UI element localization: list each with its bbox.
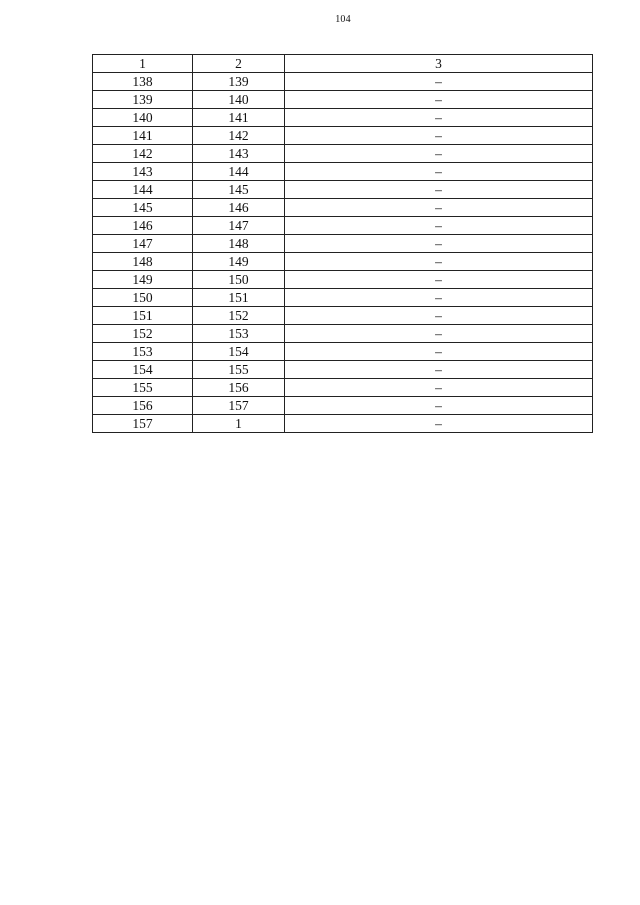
table-cell: 140	[193, 91, 285, 109]
table-cell: 145	[193, 181, 285, 199]
table-cell: –	[285, 271, 593, 289]
table-cell: 149	[193, 253, 285, 271]
table-cell: 157	[193, 397, 285, 415]
table-cell: 153	[93, 343, 193, 361]
table-cell: 146	[193, 199, 285, 217]
table-row	[93, 127, 593, 145]
table-cell: 149	[93, 271, 193, 289]
table-row	[93, 271, 593, 289]
table-cell: –	[285, 199, 593, 217]
table-cell: –	[285, 379, 593, 397]
table-cell: 150	[93, 289, 193, 307]
table-cell: 154	[193, 343, 285, 361]
table-cell: 142	[93, 145, 193, 163]
table-cell: –	[285, 343, 593, 361]
table-cell: –	[285, 145, 593, 163]
table-row	[93, 289, 593, 307]
column-header: 3	[285, 55, 593, 73]
table-cell: 146	[93, 217, 193, 235]
table-row	[93, 325, 593, 343]
table-cell: 157	[93, 415, 193, 433]
table-body	[93, 73, 593, 433]
table-cell: 153	[193, 325, 285, 343]
table-cell: 156	[193, 379, 285, 397]
table-cell: –	[285, 73, 593, 91]
table-cell: 139	[193, 73, 285, 91]
table-cell: –	[285, 235, 593, 253]
table-cell: 141	[193, 109, 285, 127]
table-cell: 141	[93, 127, 193, 145]
table-cell: 156	[93, 397, 193, 415]
table-cell: 152	[93, 325, 193, 343]
table-row	[93, 397, 593, 415]
page-number: 104	[335, 14, 351, 25]
table-cell: –	[285, 325, 593, 343]
table-cell: 150	[193, 271, 285, 289]
table-cell: 155	[193, 361, 285, 379]
table-cell: 143	[193, 145, 285, 163]
table-row	[93, 145, 593, 163]
table-cell: 1	[193, 415, 285, 433]
table-row	[93, 343, 593, 361]
table-row	[93, 163, 593, 181]
table-cell: –	[285, 127, 593, 145]
table-cell: 151	[193, 289, 285, 307]
table-cell: 154	[93, 361, 193, 379]
table-cell: 142	[193, 127, 285, 145]
table-cell: –	[285, 361, 593, 379]
column-header: 1	[93, 55, 193, 73]
column-header: 2	[193, 55, 285, 73]
table-cell: 138	[93, 73, 193, 91]
table-row	[93, 217, 593, 235]
table-cell: 144	[193, 163, 285, 181]
table-cell: 152	[193, 307, 285, 325]
table-cell: 155	[93, 379, 193, 397]
table-row	[93, 415, 593, 433]
table-row	[93, 361, 593, 379]
table-cell: 145	[93, 199, 193, 217]
table-cell: 147	[193, 217, 285, 235]
table-cell: –	[285, 181, 593, 199]
table-row	[93, 109, 593, 127]
data-table	[92, 54, 593, 433]
table-cell: –	[285, 91, 593, 109]
table-cell: –	[285, 397, 593, 415]
table-cell: –	[285, 109, 593, 127]
table-row	[93, 91, 593, 109]
table-cell: –	[285, 163, 593, 181]
table-cell: 139	[93, 91, 193, 109]
table-cell: 148	[93, 253, 193, 271]
table-row	[93, 307, 593, 325]
table-cell: –	[285, 253, 593, 271]
table-cell: 151	[93, 307, 193, 325]
table-cell: –	[285, 289, 593, 307]
table-row	[93, 253, 593, 271]
table-row	[93, 379, 593, 397]
table-cell: –	[285, 217, 593, 235]
table-header-row	[93, 55, 593, 73]
table-cell: 147	[93, 235, 193, 253]
table-row	[93, 181, 593, 199]
table-cell: –	[285, 307, 593, 325]
table-cell: 148	[193, 235, 285, 253]
table-cell: 143	[93, 163, 193, 181]
table-cell: –	[285, 415, 593, 433]
table-cell: 144	[93, 181, 193, 199]
table-cell: 140	[93, 109, 193, 127]
table-header	[93, 55, 593, 73]
table-row	[93, 235, 593, 253]
table-row	[93, 199, 593, 217]
table-row	[93, 73, 593, 91]
